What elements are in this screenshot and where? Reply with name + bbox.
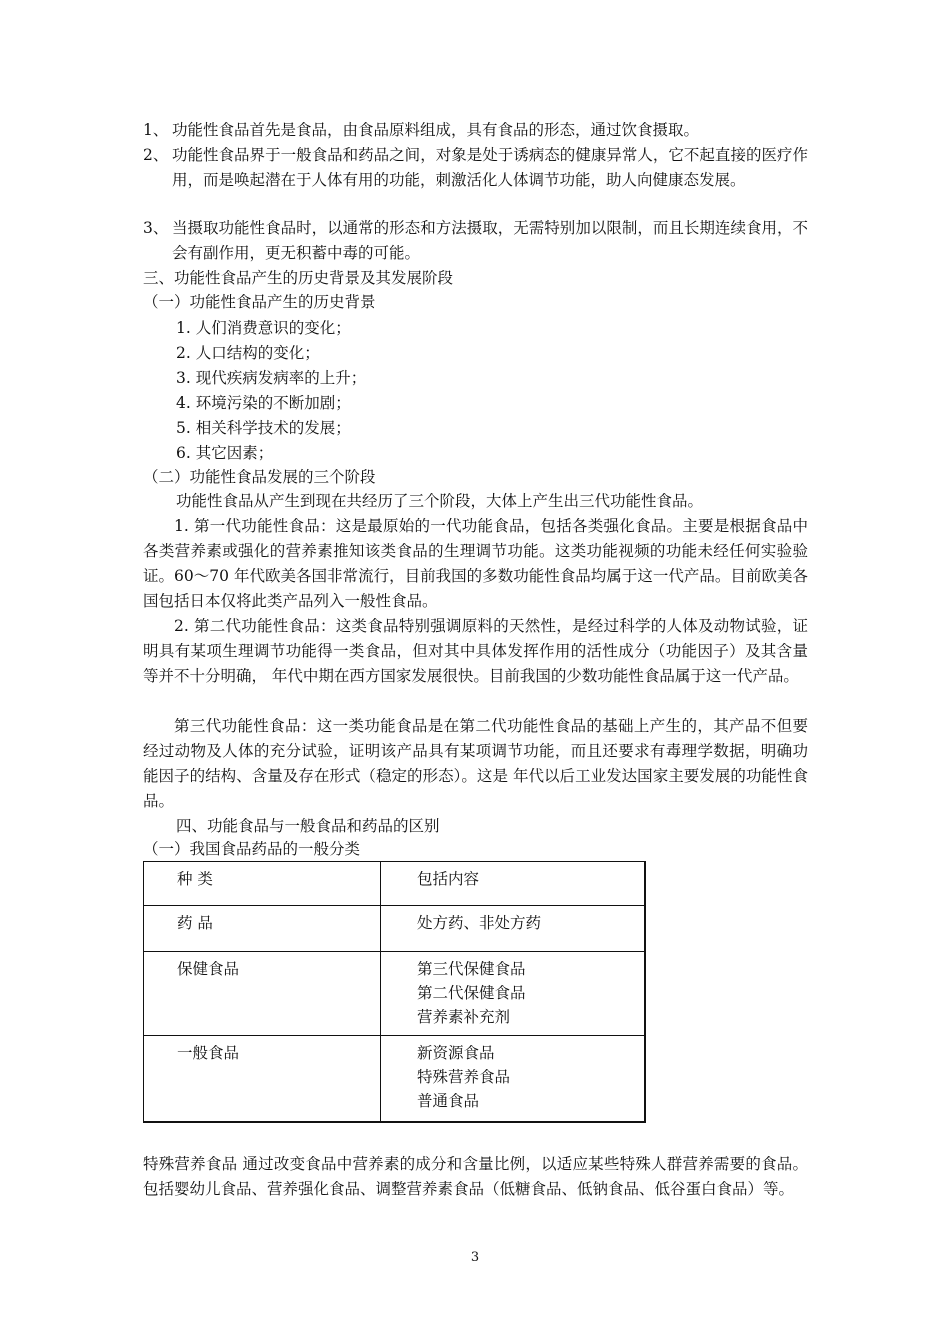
table-row: [144, 1036, 646, 1122]
drugs-content-item: 处方药、非处方药: [417, 914, 542, 932]
general-food-item-2: 特殊营养食品: [417, 1068, 511, 1086]
row-general-food-category: [144, 1036, 381, 1122]
special-food-paragraph: 特殊营养食品 通过改变食品中营养素的成分和含量比例，以适应某些特殊人群营养需要的食品。包括婴幼儿食品、营养强化食品、调整营养素食品（低糖食品、低钠食品、低谷蛋白食品）等。: [143, 1155, 808, 1198]
factor-6: 6. 其它因素；: [176, 444, 274, 462]
page-number: 3: [470, 1250, 480, 1265]
item-3-number: 3、: [143, 219, 169, 237]
header-category: 种 类: [177, 870, 213, 888]
section-4-title: 四、功能食品与一般食品和药品的区别: [176, 817, 440, 835]
header-content: 包括内容: [417, 870, 480, 888]
row-health-food-category: [144, 952, 381, 1036]
subsection-1-title: （一）功能性食品产生的历史背景: [143, 293, 376, 311]
item-1: [143, 118, 808, 143]
general-food-label: 一般食品: [177, 1044, 240, 1062]
table-row: [144, 906, 646, 952]
item-2: [143, 143, 808, 192]
item-3: [143, 216, 808, 265]
item-2-number: 2、: [143, 146, 169, 164]
factor-3: 3. 现代疾病发病率的上升；: [176, 369, 367, 387]
subsection-2-title: （二）功能性食品发展的三个阶段: [143, 468, 376, 486]
header-content-cell: [381, 862, 646, 906]
factor-2: 2. 人口结构的变化；: [176, 344, 320, 362]
factor-4: 4. 环境污染的不断加剧；: [176, 394, 351, 412]
factor-5: 5. 相关科学技术的发展；: [176, 419, 351, 437]
table-header-row: [144, 862, 646, 906]
header-category-cell: [144, 862, 381, 906]
stages-intro: 功能性食品从产生到现在共经历了三个阶段，大体上产生出三代功能性食品。: [176, 492, 704, 510]
row-drugs-content: [381, 906, 646, 952]
drugs-label: 药 品: [177, 914, 213, 932]
stage-2-paragraph: 2. 第二代功能性食品：这类食品特别强调原料的天然性，是经过科学的人体及动物试验，证明具有某项生理调节功能得一类食品，但对其中具体发挥作用的活性成分（功能因子）及其含量等并不十分明确， 年代中期在西方国家发展很快。目前我国的少数功能性食品属于这一代产品。: [143, 617, 808, 685]
general-food-item-3: 普通食品: [417, 1092, 480, 1110]
general-food-item-1: 新资源食品: [417, 1044, 495, 1062]
item-2-text: 功能性食品界于一般食品和药品之间，对象是处于诱病态的健康异常人，它不起直接的医疗作用，而是唤起潜在于人体有用的功能，刺激活化人体调节功能，助人向健康态发展。: [172, 146, 808, 189]
row-health-food-content: [381, 952, 646, 1036]
stage-1-paragraph: 1. 第一代功能性食品：这是最原始的一代功能食品，包括各类强化食品。主要是根据食品中各类营养素或强化的营养素推知该类食品的生理调节功能。这类功能视频的功能未经任何实验验证。60～70 年代欧美各国非常流行，目前我国的多数功能性食品均属于这一代产品。目前欧美各国包括日本仅将此类产品列入一般性食品。: [143, 517, 808, 610]
health-food-item-1: 第三代保健食品: [417, 960, 526, 978]
health-food-label: 保健食品: [177, 960, 240, 978]
factor-1: 1. 人们消费意识的变化；: [176, 319, 351, 337]
item-1-text: 功能性食品首先是食品，由食品原料组成，具有食品的形态，通过饮食摄取。: [172, 121, 700, 139]
classification-table: [143, 861, 646, 1123]
row-drugs-category: [144, 906, 381, 952]
health-food-item-3: 营养素补充剂: [417, 1008, 511, 1026]
stage-3-paragraph: 第三代功能性食品：这一类功能食品是在第二代功能性食品的基础上产生的，其产品不但要经过动物及人体的充分试验，证明该产品具有某项调节功能，而且还要求有毒理学数据，明确功能因子的结构、含量及存在形式（稳定的形态）。这是 年代以后工业发达国家主要发展的功能性食品。: [143, 717, 808, 810]
item-1-number: 1、: [143, 121, 169, 139]
row-general-food-content: [381, 1036, 646, 1122]
section-3-title: 三、功能性食品产生的历史背景及其发展阶段: [143, 269, 454, 287]
item-3-text: 当摄取功能性食品时，以通常的形态和方法摄取，无需特别加以限制，而且长期连续食用，不会有副作用，更无积蓄中毒的可能。: [172, 219, 808, 262]
table-row: [144, 952, 646, 1036]
health-food-item-2: 第二代保健食品: [417, 984, 526, 1002]
table-title: （一）我国食品药品的一般分类: [143, 840, 361, 858]
